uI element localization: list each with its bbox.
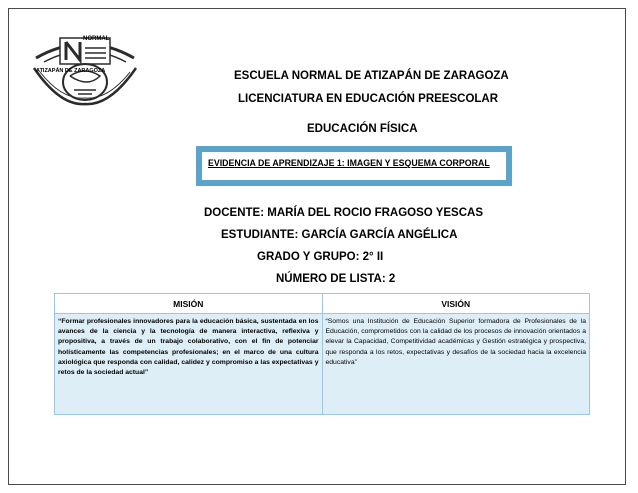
mission-vision-table [54,293,590,415]
teacher-name: DOCENTE: MARÍA DEL ROCIO FRAGOSO YESCAS [204,207,484,219]
evidence-box [196,146,512,186]
grade-group: GRADO Y GRUPO: 2° II [257,251,384,263]
vision-text: “Somos una Institución de Educación Superior formadora de Profesionales de la Educación, comprometidos con la calidad de los procesos de innovación orientados a elevar la Capacidad, Competitividad académicas y Gestión estratégica y prospectiva, que responda a los retos, expectativas y desafíos de la sociedad hacia la excelencia educativa” [322,314,590,415]
logo-text-top: NORMAL [83,36,110,42]
list-number: NÚMERO DE LISTA: 2 [276,273,396,285]
degree-name: LICENCIATURA EN EDUCACIÓN PREESCOLAR [238,93,499,105]
student-name: ESTUDIANTE: GARCÍA GARCÍA ANGÉLICA [221,229,458,241]
vision-header: VISIÓN [322,294,590,314]
mission-text: “Formar profesionales innovadores para la educación básica, sustentada en los avances de la ciencia y la tecnología de manera interactiva, reflexiva y propositiva, a través de un trabajo colaborativo, con el fin de potenciar holísticamente las competencias profesionales; en el marco de una cultura axiológica que responda con calidad, calidez y compromiso a las expectativas y retos de la sociedad actual” [55,314,323,415]
evidence-title: EVIDENCIA DE APRENDIZAJE 1: IMAGEN Y ESQUEMA CORPORAL [208,158,490,168]
mission-header: MISIÓN [55,294,323,314]
school-name: ESCUELA NORMAL DE ATIZAPÁN DE ZARAGOZA [234,70,509,82]
subject-name: EDUCACIÓN FÍSICA [307,123,418,135]
logo-text-bottom: ATIZAPÁN DE ZARAGOZA [36,68,106,74]
